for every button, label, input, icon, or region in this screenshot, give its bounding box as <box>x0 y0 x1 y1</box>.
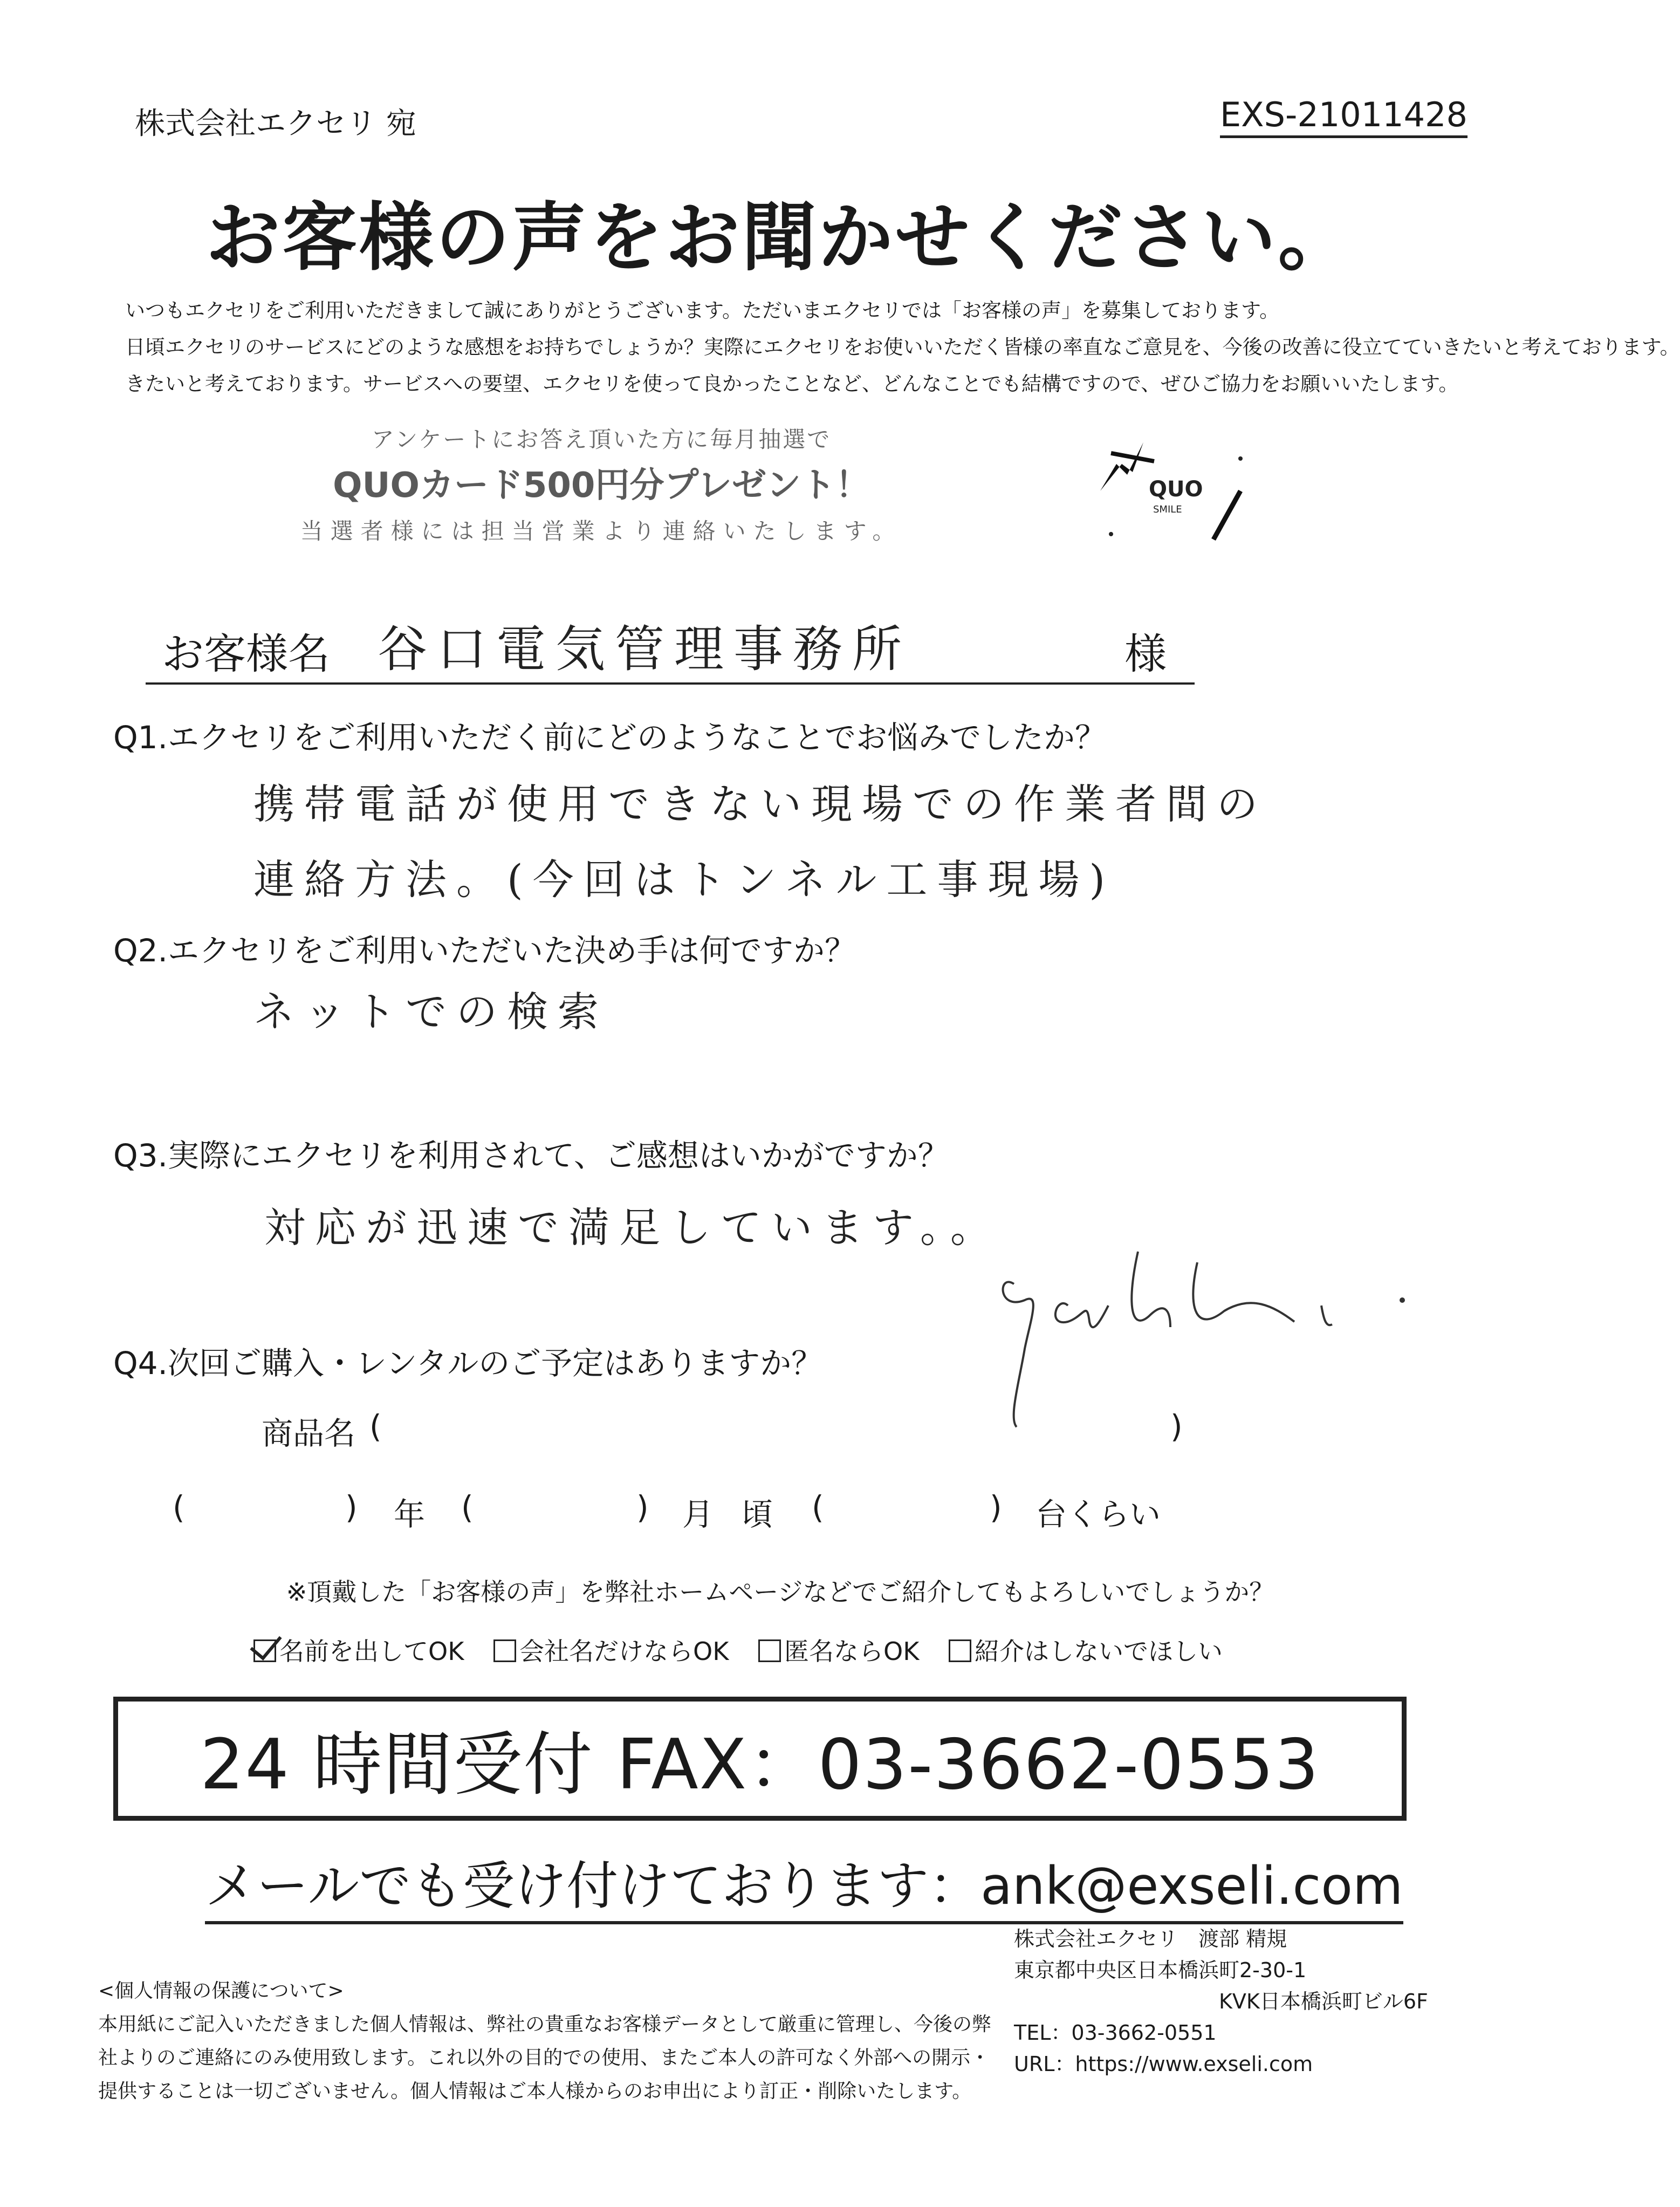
customer-name-label: お客様名 <box>162 630 331 679</box>
signature-scribble <box>992 1241 1418 1430</box>
consent-option-anonymous[interactable] <box>758 1637 919 1666</box>
month-open-paren: ( <box>461 1489 474 1526</box>
customer-name-value[interactable]: 谷口電気管理事務所 <box>378 620 912 678</box>
campaign-headline: QUOカード500円分プレゼント！ <box>333 466 870 505</box>
consent-option-no-introduce[interactable] <box>949 1637 1223 1666</box>
quo-logo-sub: SMILE <box>1153 504 1182 515</box>
contact-tel: TEL：03-3662-0551 <box>1014 2021 1217 2045</box>
intro-line-2: 日頃エクセリのサービスにどのような感想をお持ちでしょうか？実際にエクセリをお使いいただく皆様の率直なご意見を、今後の改善に役立てていきたいと考えております。 <box>125 336 1680 359</box>
units-label: 台くらい <box>1036 1496 1161 1533</box>
consent-question: ※頂戴した「お客様の声」を弊社ホームページなどでご紹介してもよろしいでしょうか？ <box>286 1577 1274 1607</box>
year-label: 年 <box>394 1496 426 1533</box>
question-2: Q2.エクセリをご利用いただいた決め手は何ですか？ <box>113 932 856 969</box>
consent-option-company-only[interactable] <box>493 1637 729 1666</box>
consent-option-label: 会社名だけならOK <box>519 1637 729 1666</box>
campaign-line-3: 当選者様には担当営業より連絡いたします。 <box>300 518 903 544</box>
privacy-heading: <個人情報の保護について> <box>98 1980 344 2002</box>
intro-line-3: きたいと考えております。サービスへの要望、エクセリを使って良かったことなど、どんなことでも結構ですので、ぜひご協力をお願いいたします。 <box>125 372 1459 395</box>
addressee: 株式会社エクセリ 宛 <box>135 106 416 141</box>
intro-line-1: いつもエクセリをご利用いただきまして誠にありがとうございます。ただいまエクセリでは「お客様の声」を募集しております。 <box>125 299 1280 322</box>
approx-label: 頃 <box>742 1496 773 1533</box>
form-id: EXS-21011428 <box>1220 95 1468 138</box>
company-contact <box>1014 1923 1428 2080</box>
fax-number-box <box>113 1697 1407 1821</box>
contact-address-1: 東京都中央区日本橋浜町2-30-1 <box>1014 1958 1307 1982</box>
page-title: お客様の声をお聞かせください。 <box>205 194 1355 281</box>
customer-name-suffix: 様 <box>1124 630 1167 679</box>
contact-address-2: KVK日本橋浜町ビル6F <box>1219 1990 1428 2013</box>
answer-3[interactable]: 対応が迅速で満足しています。。 <box>264 1204 1001 1252</box>
question-1: Q1.エクセリをご利用いただく前にどのようなことでお悩みでしたか？ <box>113 719 1106 756</box>
checked-checkbox-icon[interactable] <box>253 1639 276 1662</box>
campaign-notice <box>248 421 955 550</box>
answer-2[interactable]: ネットでの検索 <box>253 988 608 1036</box>
contact-url: URL：https://www.exseli.com <box>1014 2052 1313 2076</box>
consent-option-label: 紹介はしないでほしい <box>975 1637 1223 1666</box>
checkbox-icon[interactable] <box>758 1639 781 1662</box>
quo-logo-text: QUO <box>1149 477 1203 502</box>
year-open-paren: ( <box>173 1489 185 1526</box>
customer-name-underline <box>146 682 1195 685</box>
checkbox-icon[interactable] <box>493 1639 516 1662</box>
privacy-line-3: 提供することは一切ございません。個人情報はご本人様からのお申出により訂正・削除いたします。 <box>98 2080 972 2102</box>
email-contact: メールでも受け付けております：ank@exseli.com <box>205 1845 1403 1924</box>
contact-company: 株式会社エクセリ 渡部 精規 <box>1014 1927 1287 1951</box>
privacy-notice <box>98 1974 991 2108</box>
fax-number: 24 時間受付 FAX：03-3662-0553 <box>200 1725 1320 1805</box>
question-3: Q3.実際にエクセリを利用されて、ご感想はいかがですか？ <box>113 1137 949 1174</box>
units-open-paren: ( <box>812 1489 824 1526</box>
product-close-paren: ) <box>1170 1408 1183 1445</box>
month-close-paren: ) <box>636 1489 649 1526</box>
intro-text <box>125 292 1680 402</box>
question-4: Q4.次回ご購入・レンタルのご予定はありますか？ <box>113 1345 823 1382</box>
campaign-line-1: アンケートにお答え頂いた方に毎月抽選で <box>371 426 832 453</box>
consent-option-name-ok[interactable] <box>253 1637 464 1666</box>
checkbox-icon[interactable] <box>949 1639 971 1662</box>
product-open-paren: ( <box>369 1408 382 1445</box>
year-close-paren: ) <box>345 1489 358 1526</box>
consent-option-label: 匿名ならOK <box>784 1637 920 1666</box>
answer-1-line-2[interactable]: 連絡方法。(今回はトンネル工事現場) <box>253 856 1115 904</box>
answer-1-line-1[interactable]: 携帯電話が使用できない現場での作業者間の <box>253 780 1267 828</box>
privacy-line-1: 本用紙にご記入いただきました個人情報は、弊社の貴重なお客様データとして厳重に管理し、今後の弊 <box>98 2013 992 2035</box>
units-close-paren: ) <box>990 1489 1002 1526</box>
consent-options <box>253 1632 1244 1668</box>
product-name-label: 商品名 <box>262 1415 356 1452</box>
consent-option-label: 名前を出してOK <box>279 1637 464 1666</box>
privacy-line-2: 社よりのご連絡にのみ使用致します。これ以外の目的での使用、またご本人の許可なく外部への開示・ <box>98 2047 990 2069</box>
quo-card-logo-icon <box>1079 432 1251 556</box>
month-label: 月 <box>682 1496 714 1533</box>
